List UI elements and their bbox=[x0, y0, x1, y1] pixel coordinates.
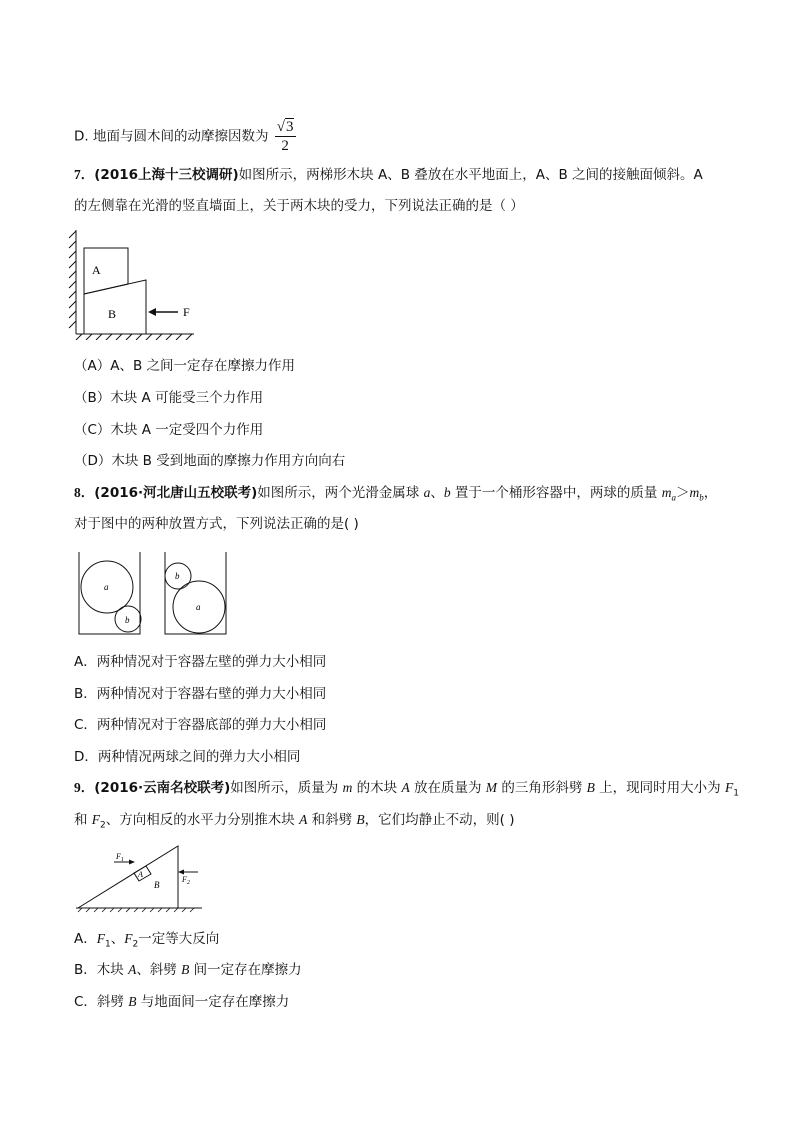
q8-ball-a: a bbox=[423, 485, 431, 500]
ground-hatch bbox=[78, 908, 194, 912]
q8-stem-line2: 对于图中的两种放置方式，下列说法正确的是( ) bbox=[74, 516, 359, 532]
q9-stem-line2 bbox=[74, 811, 515, 835]
q8-stem-part: ， bbox=[703, 485, 718, 501]
q9-option-c bbox=[74, 993, 289, 1011]
container-2 bbox=[165, 552, 226, 634]
sqrt3-over-2-fraction bbox=[275, 118, 296, 155]
q8-number: 8． bbox=[74, 485, 95, 500]
q7-option-d: （D）木块 B 受到地面的摩擦力作用方向向右 bbox=[74, 453, 346, 469]
wedge-b bbox=[78, 846, 178, 908]
q8-mass-a-sub: a bbox=[671, 492, 676, 503]
q8-source: (2016·河北唐山五校联考) bbox=[94, 485, 258, 501]
q6-option-d bbox=[74, 118, 296, 155]
q9-stem-line1 bbox=[74, 779, 739, 803]
q9-A2: A bbox=[299, 812, 308, 827]
q9-M: M bbox=[485, 780, 498, 795]
q8-stem-line1 bbox=[74, 484, 717, 507]
q9-opt-b-pre: B．木块 bbox=[74, 962, 129, 978]
q8-mass-a: m bbox=[661, 485, 672, 500]
q9-opt-a-sub1: 1 bbox=[105, 939, 111, 950]
q9-opt-a-f1: F bbox=[96, 931, 105, 946]
q9-m: m bbox=[342, 780, 353, 795]
q8-mass-b-sub: b bbox=[699, 492, 704, 503]
q9-stem-part: 放在质量为 bbox=[409, 780, 486, 796]
q9-opt-a-sub2: 2 bbox=[132, 939, 139, 950]
frac-denominator: 2 bbox=[281, 138, 289, 154]
label-a: A bbox=[92, 263, 101, 277]
q6-option-d-text: D. 地面与圆木间的动摩擦因数为 bbox=[74, 128, 269, 145]
q9-opt-c-B: B bbox=[128, 994, 137, 1009]
fig-label-b: B bbox=[154, 880, 160, 890]
label-b: B bbox=[108, 307, 117, 321]
q7-figure bbox=[66, 228, 201, 340]
q9-A: A bbox=[401, 780, 410, 795]
q7-source: (2016上海十三校调研) bbox=[94, 167, 239, 183]
q8-mass-b: m bbox=[689, 485, 700, 500]
q9-opt-a-sep: 、 bbox=[110, 931, 125, 947]
q9-B2: B bbox=[356, 812, 365, 827]
fig-label-a: A bbox=[138, 870, 143, 879]
q9-opt-b-post: 间一定存在摩擦力 bbox=[189, 962, 302, 978]
q9-option-a bbox=[74, 930, 219, 954]
q9-stem-part: 和 bbox=[74, 812, 92, 828]
q8-gt: ＞ bbox=[675, 485, 690, 501]
q9-F2-sub: 2 bbox=[100, 820, 106, 831]
q9-opt-b-A: A bbox=[128, 962, 137, 977]
q9-stem-part: 上，现同时用大小为 bbox=[594, 780, 725, 796]
fig-label-a-left: a bbox=[104, 582, 109, 592]
q8-figure bbox=[78, 552, 230, 636]
q8-stem-part: 置于一个桶形容器中，两球的质量 bbox=[450, 485, 662, 501]
q9-number: 9． bbox=[74, 780, 95, 795]
q9-stem-part: 的木块 bbox=[352, 780, 402, 796]
q9-opt-c-post: 与地面间一定存在摩擦力 bbox=[136, 994, 290, 1010]
q9-F1-sub: 1 bbox=[733, 788, 739, 799]
label-f: F bbox=[183, 305, 190, 319]
q9-stem-part: 如图所示，质量为 bbox=[230, 780, 343, 796]
q7-stem-line2: 的左侧靠在光滑的竖直墙面上，关于两木块的受力，下列说法正确的是（ ） bbox=[74, 198, 524, 214]
q9-opt-b-mid: 、斜劈 bbox=[136, 962, 182, 978]
q9-F1: F bbox=[724, 780, 734, 795]
sqrt-sign: √ bbox=[276, 119, 286, 135]
q8-option-b: B．两种情况对于容器右壁的弹力大小相同 bbox=[74, 686, 327, 702]
q9-stem-part: 和斜劈 bbox=[307, 812, 357, 828]
q7-option-a: （A）A、B 之间一定存在摩擦力作用 bbox=[74, 358, 296, 374]
q9-option-b bbox=[74, 961, 302, 979]
q7-stem-line1 bbox=[74, 166, 703, 184]
q9-opt-a-pre: A． bbox=[74, 931, 97, 947]
q7-option-c: （C）木块 A 一定受四个力作用 bbox=[74, 422, 264, 438]
q8-option-c: C．两种情况对于容器底部的弹力大小相同 bbox=[74, 717, 327, 733]
fig-label-b-left: b bbox=[125, 615, 130, 625]
q9-opt-a-post: 一定等大反向 bbox=[138, 931, 220, 947]
q7-option-b: （B）木块 A 可能受三个力作用 bbox=[74, 390, 264, 406]
container-1 bbox=[79, 552, 140, 634]
q9-source: (2016·云南名校联考) bbox=[94, 780, 231, 796]
q9-stem-part: 的三角形斜劈 bbox=[497, 780, 587, 796]
fig-label-f1: $F_1$ bbox=[116, 852, 124, 863]
q8-stem-part: 如图所示，两个光滑金属球 bbox=[257, 485, 424, 501]
q8-stem-part: 、 bbox=[430, 485, 444, 501]
q7-number: 7． bbox=[74, 167, 95, 182]
q9-opt-b-B: B bbox=[181, 962, 190, 977]
q9-stem-part: 、方向相反的水平力分别推木块 bbox=[105, 812, 300, 828]
frac-numerator: 3 bbox=[286, 119, 294, 135]
q9-opt-c-pre: C．斜劈 bbox=[74, 994, 129, 1010]
fig-label-b-right: b bbox=[175, 571, 180, 581]
block-a bbox=[84, 248, 128, 294]
q9-F2: F bbox=[91, 812, 101, 827]
q9-figure bbox=[74, 842, 204, 914]
q7-stem-text1: 如图所示，两梯形木块 A、B 叠放在水平地面上，A、B 之间的接触面倾斜。A bbox=[238, 167, 703, 183]
wall-hatch bbox=[69, 231, 192, 340]
q9-B: B bbox=[586, 780, 595, 795]
q8-ball-b: b bbox=[443, 485, 451, 500]
fig-label-f2: $F_2$ bbox=[182, 875, 190, 886]
q8-option-d: D．两种情况两球之间的弹力大小相同 bbox=[74, 749, 301, 765]
fig-label-a-right: a bbox=[196, 602, 201, 612]
q9-stem-part: ，它们均静止不动，则( ) bbox=[364, 812, 515, 828]
q9-opt-a-f2: F bbox=[124, 931, 133, 946]
q8-option-a: A．两种情况对于容器左壁的弹力大小相同 bbox=[74, 654, 327, 670]
